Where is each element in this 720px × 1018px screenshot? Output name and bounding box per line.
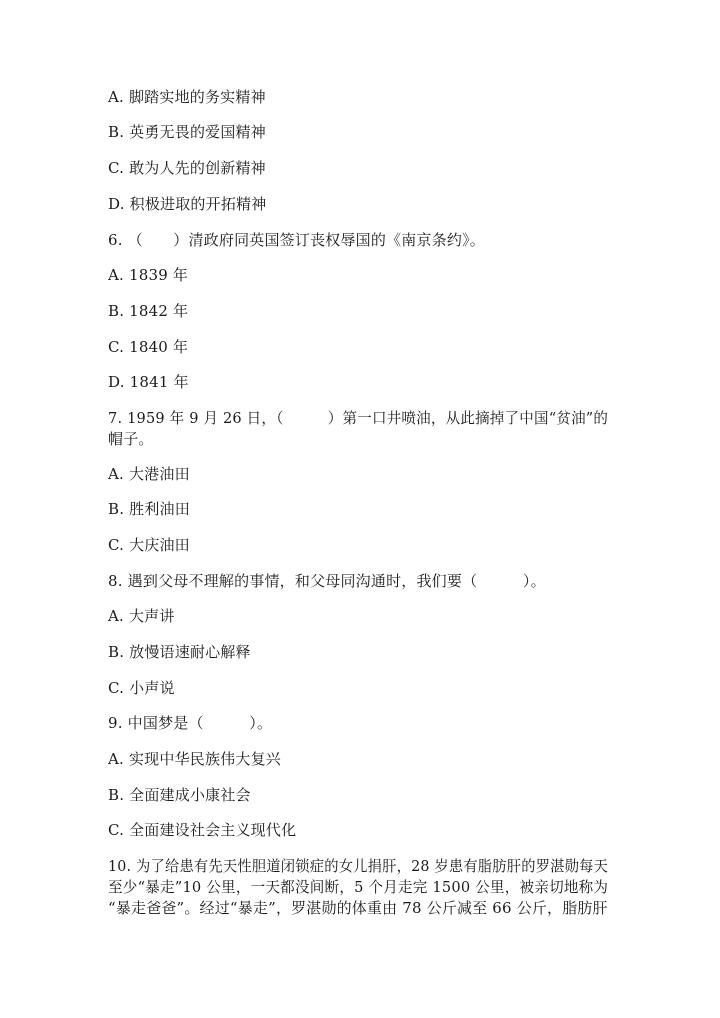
option-a: A. 脚踏实地的务实精神 bbox=[108, 88, 266, 106]
option-a: A. 大港油田 bbox=[108, 465, 190, 483]
question-stem-line-1: 7. 1959 年 9 月 26 日，（ ）第一口井喷油，从此摘掉了中国“贫油”的 bbox=[108, 409, 609, 427]
question-stem: 6. （ ）清政府同英国签订丧权辱国的《南京条约》。 bbox=[108, 231, 485, 249]
option-c: C. 敢为人先的创新精神 bbox=[108, 159, 266, 177]
question-stem: 9. 中国梦是（ ）。 bbox=[108, 714, 273, 732]
option-c: C. 全面建设社会主义现代化 bbox=[108, 821, 297, 839]
option-c: C. 小声说 bbox=[108, 679, 175, 697]
option-c: C. 1840 年 bbox=[108, 338, 189, 356]
option-b: B. 全面建成小康社会 bbox=[108, 786, 251, 804]
question-stem-line-1: 10. 为了给患有先天性胆道闭锁症的女儿捐肝，28 岁患有脂肪肝的罗湛勋每天 bbox=[108, 857, 609, 875]
option-d: D. 1841 年 bbox=[108, 373, 189, 391]
question-stem-line-2: 帽子。 bbox=[108, 430, 154, 448]
option-b: B. 英勇无畏的爱国精神 bbox=[108, 123, 266, 141]
option-b: B. 胜利油田 bbox=[108, 500, 190, 518]
option-b: B. 1842 年 bbox=[108, 302, 189, 320]
option-d: D. 积极进取的开拓精神 bbox=[108, 195, 267, 213]
option-a: A. 大声讲 bbox=[108, 607, 175, 625]
option-a: A. 实现中华民族伟大复兴 bbox=[108, 750, 281, 768]
question-stem-line-2: 至少“暴走”10 公里，一天都没间断，5 个月走完 1500 公里，被亲切地称为 bbox=[108, 878, 609, 896]
option-a: A. 1839 年 bbox=[108, 266, 189, 284]
option-b: B. 放慢语速耐心解释 bbox=[108, 643, 251, 661]
option-c: C. 大庆油田 bbox=[108, 536, 190, 554]
question-stem: 8. 遇到父母不理解的事情，和父母同沟通时，我们要（ ）。 bbox=[108, 572, 546, 590]
question-stem-line-3: “暴走爸爸”。经过“暴走”，罗湛勋的体重由 78 公斤减至 66 公斤，脂肪肝 bbox=[108, 899, 608, 917]
